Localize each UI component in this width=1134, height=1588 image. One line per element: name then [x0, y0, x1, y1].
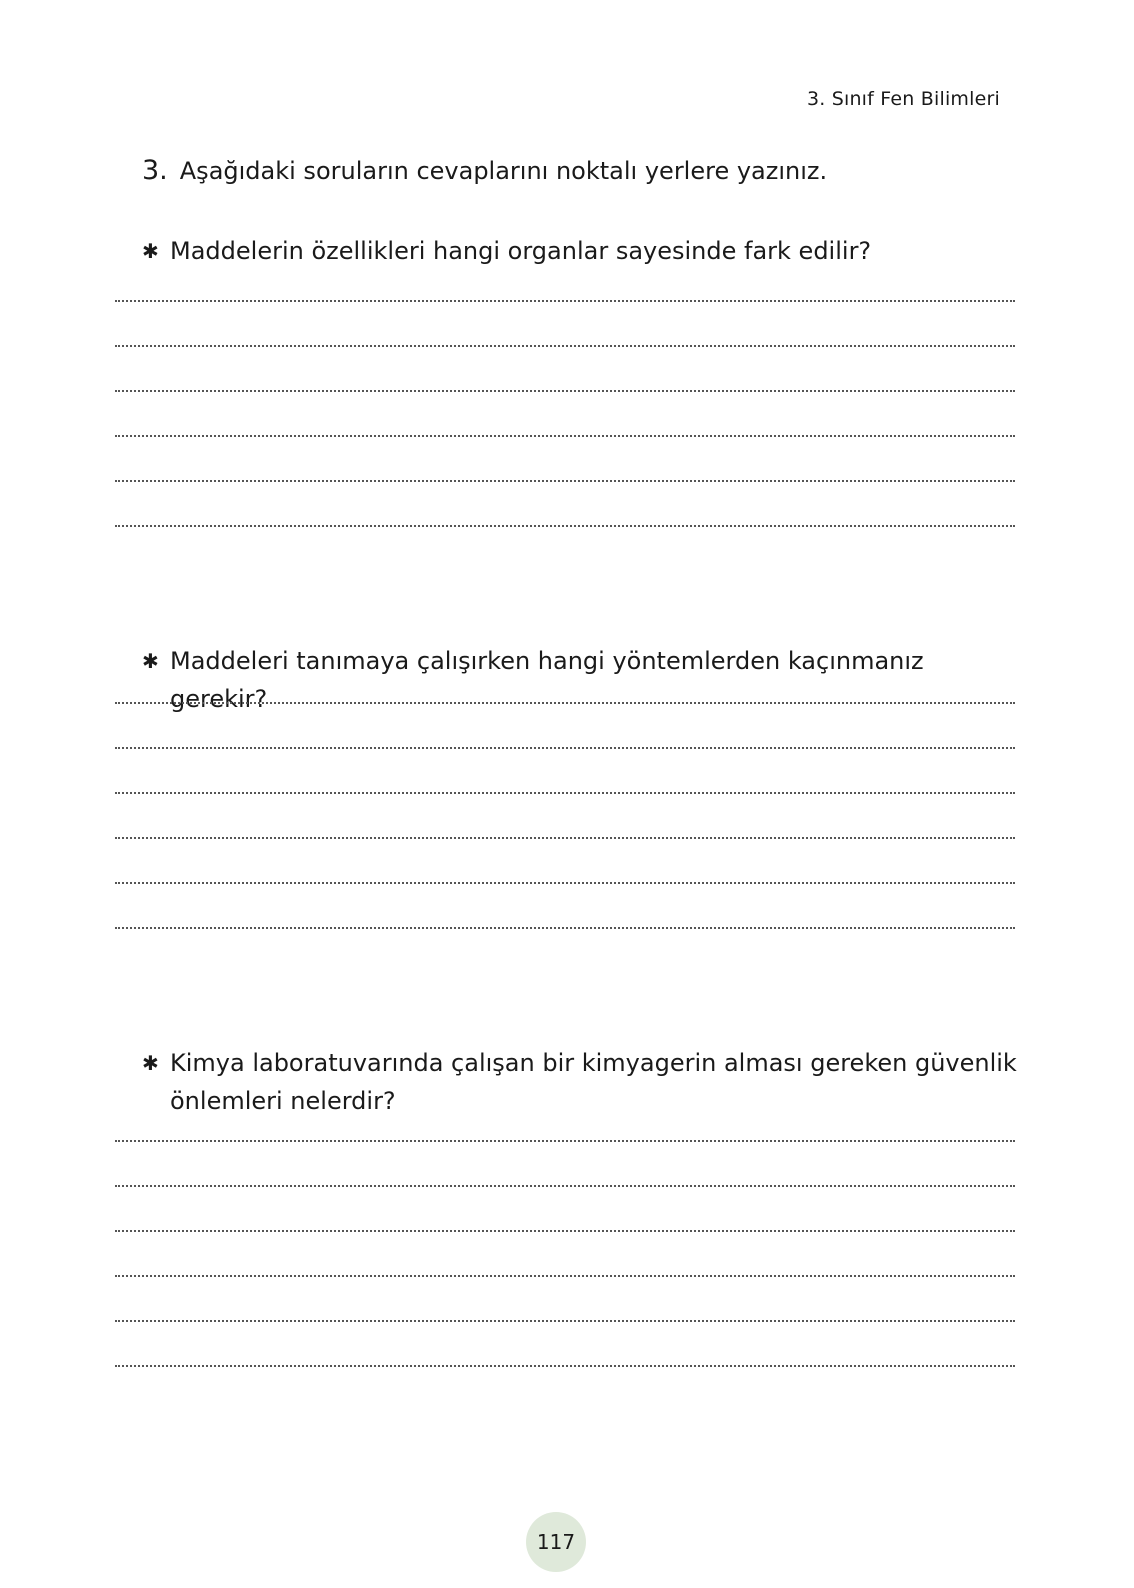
instruction-text: Aşağıdaki soruların cevaplarını noktalı yerlere yazınız.: [179, 157, 828, 185]
answer-line-1-2[interactable]: [115, 345, 1015, 347]
answer-line-2-3[interactable]: [115, 792, 1015, 794]
question-2: [142, 642, 1024, 718]
asterisk-bullet-icon: ✱: [142, 649, 159, 673]
answer-line-1-1[interactable]: [115, 300, 1015, 302]
question-1-text: Maddelerin özellikleri hangi organlar sayesinde fark edilir?: [170, 237, 872, 265]
question-3: [142, 1044, 1024, 1120]
answer-line-1-3[interactable]: [115, 390, 1015, 392]
asterisk-bullet-icon: ✱: [142, 1051, 159, 1075]
answer-line-3-3[interactable]: [115, 1230, 1015, 1232]
answer-line-3-1[interactable]: [115, 1140, 1015, 1142]
answer-line-2-2[interactable]: [115, 747, 1015, 749]
page-number: 117: [536, 1530, 576, 1554]
answer-line-2-4[interactable]: [115, 837, 1015, 839]
answer-line-3-5[interactable]: [115, 1320, 1015, 1322]
question-2-text: Maddeleri tanımaya çalışırken hangi yöntemlerden kaçınmanız gerekir?: [170, 647, 924, 713]
answer-line-3-4[interactable]: [115, 1275, 1015, 1277]
answer-line-3-6[interactable]: [115, 1365, 1015, 1367]
page-header-title: 3. Sınıf Fen Bilimleri: [806, 88, 1000, 110]
page-number-badge: [526, 1512, 586, 1572]
answer-line-2-5[interactable]: [115, 882, 1015, 884]
exercise-number: 3.: [142, 155, 168, 186]
question-3-text: Kimya laboratuvarında çalışan bir kimyagerin alması gereken güvenlik önlemleri nelerdir?: [170, 1049, 1017, 1115]
exercise-instruction: [142, 155, 827, 186]
answer-line-1-6[interactable]: [115, 525, 1015, 527]
answer-line-3-2[interactable]: [115, 1185, 1015, 1187]
answer-line-1-4[interactable]: [115, 435, 1015, 437]
answer-line-1-5[interactable]: [115, 480, 1015, 482]
question-1: [142, 232, 1024, 270]
answer-line-2-6[interactable]: [115, 927, 1015, 929]
asterisk-bullet-icon: ✱: [142, 239, 159, 263]
answer-line-2-1[interactable]: [115, 702, 1015, 704]
